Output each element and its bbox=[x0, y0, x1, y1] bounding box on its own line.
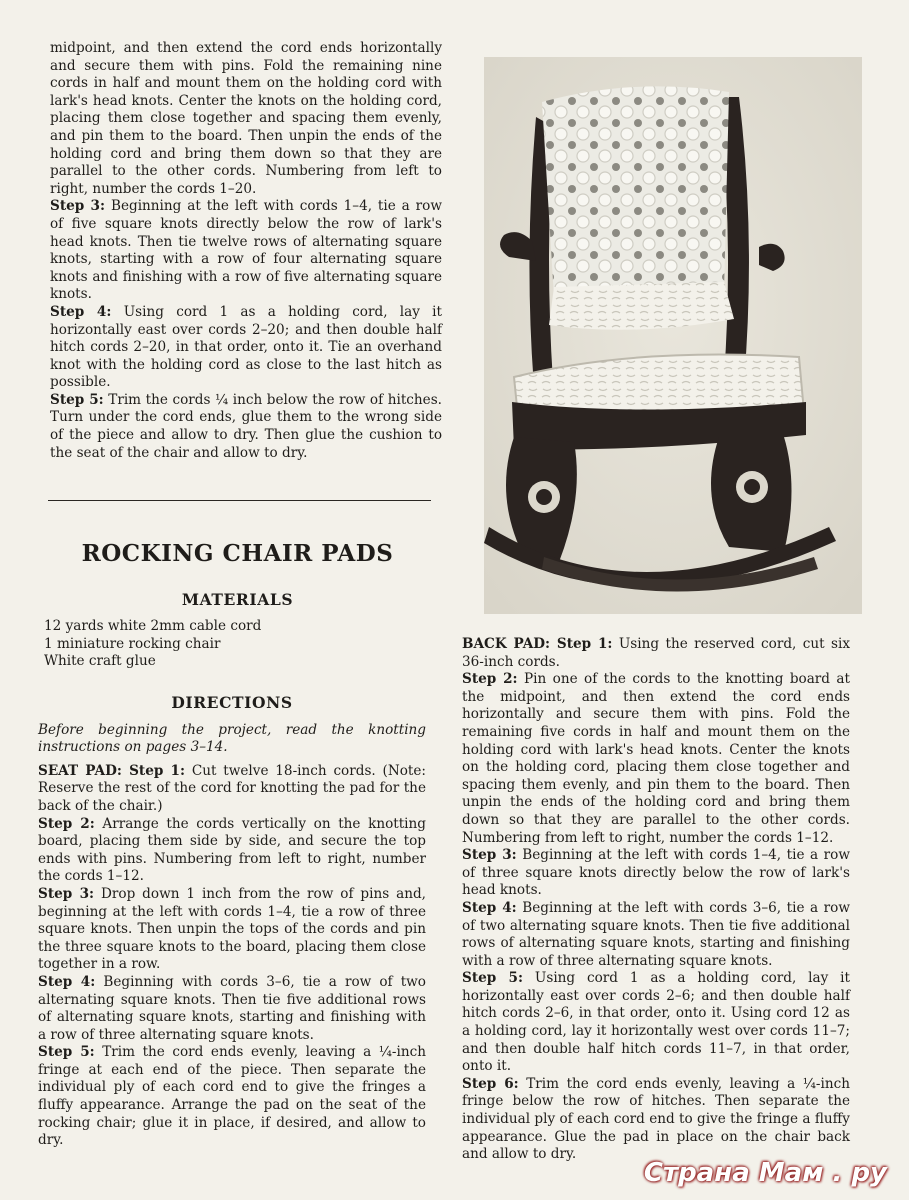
step-paragraph bbox=[50, 198, 442, 304]
step-paragraph bbox=[38, 974, 426, 1044]
step-label: Step 5: bbox=[38, 1044, 95, 1061]
materials-item: White craft glue bbox=[44, 653, 156, 670]
continued-instructions bbox=[50, 40, 442, 462]
section-title: ROCKING CHAIR PADS bbox=[81, 540, 394, 567]
step-paragraph bbox=[462, 671, 850, 847]
step-text: Beginning at the left with cords 1–4, tie a row of three square knots directly below the row of lark's head knots. bbox=[462, 847, 850, 899]
step-paragraph bbox=[462, 636, 850, 671]
step-paragraph bbox=[38, 816, 426, 886]
step-text: Drop down 1 inch from the row of pins and, beginning at the left with cords 1–4, tie a row of three square knots. Then unpin the tops of the cords and pin the three square knots to the board, placing them close together in a row. bbox=[38, 885, 426, 973]
step-text: Using the reserved cord, cut six 36-inch cords. bbox=[462, 636, 850, 670]
step-label: Step 2: bbox=[462, 671, 518, 688]
materials-heading: MATERIALS bbox=[181, 590, 294, 609]
materials-list-wrap bbox=[44, 618, 434, 671]
step-label: Step 4: bbox=[462, 899, 517, 916]
step-paragraph bbox=[38, 763, 426, 816]
step-label: Step 4: bbox=[50, 303, 112, 320]
step-label: Step 3: bbox=[38, 885, 95, 902]
directions-heading: DIRECTIONS bbox=[171, 693, 293, 712]
step-label: Step 6: bbox=[462, 1075, 519, 1092]
step-label: BACK PAD: Step 1: bbox=[462, 636, 613, 652]
step-paragraph bbox=[38, 1044, 426, 1150]
step-label: SEAT PAD: Step 1: bbox=[38, 762, 186, 779]
directions-intro: Before beginning the project, read the knotting instructions on pages 3–14. bbox=[38, 721, 426, 756]
step-paragraph bbox=[50, 392, 442, 462]
step-text: Trim the cord ends evenly, leaving a ¼-inch fringe at each end of the piece. Then separate the individual ply of each cord end to give the fringes a fluffy appearance. Arrange the pad on the seat of the rocking chair; glue it in place, if desired, and allow to dry. bbox=[38, 1044, 426, 1149]
step-paragraph bbox=[462, 970, 850, 1076]
step-label: Step 3: bbox=[50, 198, 106, 215]
step-label: Step 5: bbox=[462, 970, 524, 987]
step-paragraph bbox=[462, 1076, 850, 1164]
step-text: Cut twelve 18-inch cords. (Note: Reserve the rest of the cord for knotting the pad for the back of the chair.) bbox=[38, 762, 427, 814]
step-paragraph bbox=[462, 847, 850, 900]
step-paragraph bbox=[50, 304, 442, 392]
materials-item: 1 miniature rocking chair bbox=[44, 635, 221, 652]
materials-item: 12 yards white 2mm cable cord bbox=[44, 618, 262, 634]
step-paragraph bbox=[462, 900, 850, 970]
step-label: Step 4: bbox=[38, 973, 96, 990]
step-paragraph bbox=[38, 886, 426, 974]
watermark-logo: Страна Мам . ру bbox=[643, 1158, 887, 1188]
step-text: Beginning at the left with cords 1–4, tie a row of five square knots directly below the row of lark's head knots. Then tie twelve rows of alternating square knots, starting with a row of four alternating square knots and finishing with a row of five alternating square knots. bbox=[50, 198, 443, 303]
step-text: Beginning with cords 3–6, tie a row of two alternating square knots. Then tie five additional rows of alternating square knots, starting and finishing with a row of three alternating square knots. bbox=[38, 973, 426, 1043]
back-pad-instructions bbox=[462, 636, 850, 1164]
materials-list bbox=[44, 618, 434, 671]
rocking-chair-photo bbox=[484, 57, 862, 614]
step-label: Step 5: bbox=[50, 391, 104, 408]
step-text: Beginning at the left with cords 3–6, tie a row of two alternating square knots. Then tie five additional rows of alternating square knots, starting and finishing with a row of three alternating square knots. bbox=[462, 899, 850, 969]
step-text: Using cord 1 as a holding cord, lay it horizontally east over cords 2–6; and then double half hitch cords 2–6, in that order, onto it. Using cord 12 as a holding cord, lay it horizontally west over cords 11–7; and then double half hitch cords 11–7, in that order, onto it. bbox=[462, 970, 850, 1075]
directions-block bbox=[38, 694, 426, 1150]
step-text: Pin one of the cords to the knotting board at the midpoint, and then extend the cord ends horizontally and secure them with pins. Fold the remaining five cords in half and mount them on the holding cord with lark's head knots. Center the knots on the holding cord, placing them close together and spacing them evenly, and pin them to the board. Then unpin the ends of the holding cord and bring them down so that they are parallel to the other cords. Numbering from left to right, number the cords 1–12. bbox=[462, 671, 850, 846]
continued-paragraph: midpoint, and then extend the cord ends horizontally and secure them with pins. Fold the remaining nine cords in half and mount them on the holding cord with lark's head knots. Center the knots on the holding cord, placing them close together and spacing them evenly, and pin them to the board. Then unpin the ends of the holding cord and bring them down so that they are parallel to the other cords. Numbering from left to right, number the cords 1–20. bbox=[50, 40, 442, 197]
step-text: Arrange the cords vertically on the knotting board, placing them side by side, and secure the top ends with pins. Numbering from left to right, number the cords 1–12. bbox=[38, 815, 426, 885]
rocking-chair-illustration bbox=[484, 57, 862, 614]
step-label: Step 3: bbox=[462, 847, 517, 864]
step-text: Trim the cord ends evenly, leaving a ¼-inch fringe below the row of hitches. Then separate the individual ply of each cord end to give the fringe a fluffy appearance. Glue the pad in place on the chair back and allow to dry. bbox=[462, 1075, 850, 1163]
step-text: Trim the cords ¼ inch below the row of hitches. Turn under the cord ends, glue them to the wrong side of the piece and allow to dry. Then glue the cushion to the seat of the chair and allow to dry. bbox=[50, 391, 442, 461]
materials-block bbox=[40, 590, 435, 609]
step-text: Using cord 1 as a holding cord, lay it horizontally east over cords 2–20; and then double half hitch cords 2–20, in that order, onto it. Tie an overhand knot with the holding cord as close to the last hitch as possible. bbox=[50, 303, 442, 391]
step-label: Step 2: bbox=[38, 815, 95, 832]
section-divider bbox=[48, 500, 431, 501]
